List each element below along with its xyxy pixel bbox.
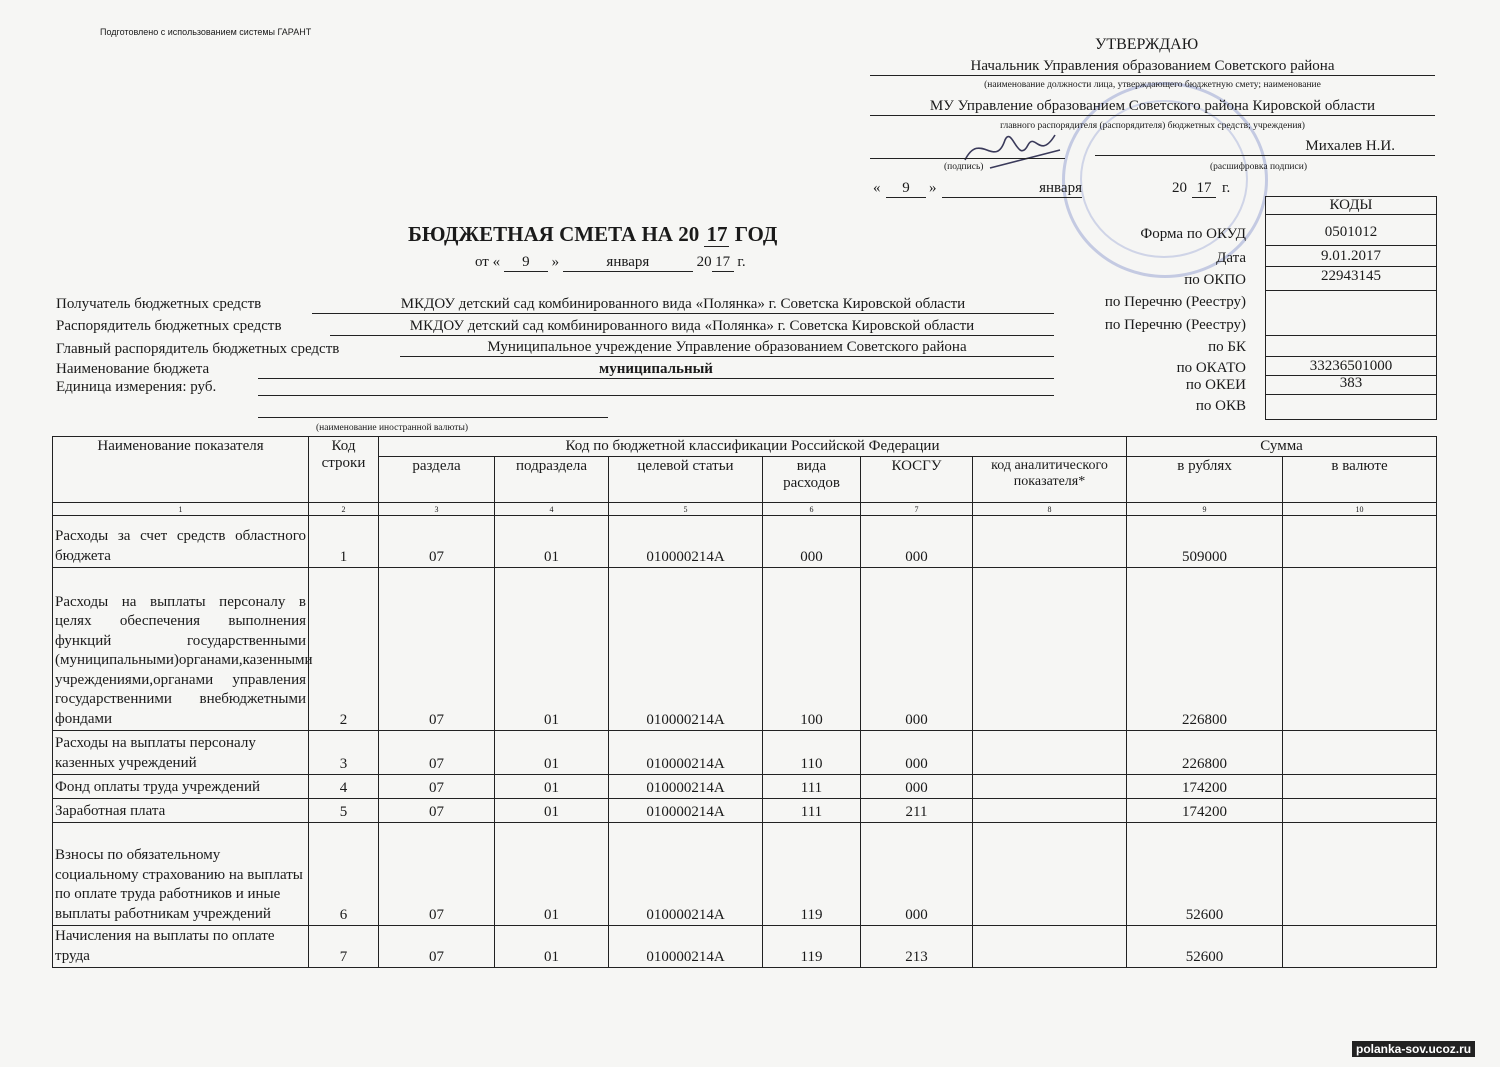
row-cur [1283, 799, 1437, 823]
approve-date-day: 9 [886, 180, 926, 198]
row-target: 010000214А [609, 926, 763, 968]
title-month: января [563, 254, 693, 272]
signature-line [870, 158, 1065, 159]
code-label-bk: по БК [1208, 339, 1246, 355]
approve-org: МУ Управление образованием Советского района Кировской области [870, 98, 1435, 116]
col-number: 8 [973, 503, 1127, 516]
sign-caption: (подпись) [944, 162, 984, 172]
header-classification: Код по бюджетной классификации Российской Федерации [379, 437, 1127, 457]
approve-position-caption: (наименование должности лица, утверждающего бюджетную смету; наименование [984, 80, 1321, 90]
row-razdel: 07 [379, 775, 495, 799]
row-razdel: 07 [379, 823, 495, 926]
header-analytic [973, 457, 1127, 503]
code-label-okato: по ОКАТО [1176, 360, 1246, 376]
row-code: 6 [309, 823, 379, 926]
approve-org-caption: главного распорядителя (распорядителя) бюджетных средств; учреждения) [1000, 121, 1305, 131]
table-row [53, 823, 1437, 926]
row-vid: 111 [763, 775, 861, 799]
row-vid: 100 [763, 568, 861, 731]
table-row [53, 775, 1437, 799]
col-number: 6 [763, 503, 861, 516]
row-name: Расходы на выплаты персоналу в целях обеспечения выполнения функций государственными (муниципальными)органами,казенными учреждениями,органами управления государственними внебюджетными фондами [53, 568, 309, 731]
row-podrazdel: 01 [495, 926, 609, 968]
approve-date-close: » [929, 180, 937, 196]
row-code: 4 [309, 775, 379, 799]
garant-note: Подготовлено с использованием системы ГАРАНТ [100, 27, 312, 37]
col-number: 2 [309, 503, 379, 516]
row-name: Расходы за счет средств областного бюджета [53, 516, 309, 568]
row-target: 010000214А [609, 731, 763, 775]
row-vid: 119 [763, 926, 861, 968]
code-label-registry-1: по Перечню (Реестру) [1104, 294, 1246, 310]
col-number: 3 [379, 503, 495, 516]
manager-label: Распорядитель бюджетных средств [56, 318, 282, 334]
title-from: от « [475, 254, 501, 270]
row-vid: 110 [763, 731, 861, 775]
code-date: 9.01.2017 [1266, 246, 1436, 267]
approve-position: Начальник Управления образованием Советского района [870, 58, 1435, 76]
currency-line [258, 417, 608, 418]
header-analytic-line2: показателя* [1013, 474, 1086, 489]
row-razdel: 07 [379, 568, 495, 731]
main-manager-label: Главный распорядитель бюджетных средств [56, 341, 340, 357]
title-prefix: БЮДЖЕТНАЯ СМЕТА НА 20 [408, 222, 700, 246]
unit-label: Единица измерения: руб. [56, 379, 217, 395]
header-cur: в валюте [1283, 457, 1437, 503]
title-close: » [551, 254, 560, 270]
codes-header: КОДЫ [1266, 197, 1436, 215]
row-name: Взносы по обязательному социальному страхованию на выплаты по оплате труда работников и иные выплаты работникам учреждений [53, 823, 309, 926]
code-okud: 0501012 [1266, 215, 1436, 246]
row-target: 010000214А [609, 799, 763, 823]
code-label-okud: Форма по ОКУД [1140, 226, 1246, 242]
col-number: 9 [1127, 503, 1283, 516]
row-podrazdel: 01 [495, 799, 609, 823]
row-name: Заработная плата [53, 799, 309, 823]
header-rub: в рублях [1127, 457, 1283, 503]
row-razdel: 07 [379, 731, 495, 775]
code-label-registry-2: по Перечню (Реестру) [1104, 317, 1246, 333]
row-rub: 52600 [1127, 926, 1283, 968]
title-day: 9 [504, 254, 548, 272]
row-code: 2 [309, 568, 379, 731]
row-rub: 52600 [1127, 823, 1283, 926]
code-registry [1266, 291, 1436, 336]
row-rub: 509000 [1127, 516, 1283, 568]
row-cur [1283, 926, 1437, 968]
row-analytic [973, 799, 1127, 823]
row-analytic [973, 823, 1127, 926]
row-cur [1283, 731, 1437, 775]
recipient-label: Получатель бюджетных средств [56, 296, 262, 312]
row-name: Начисления на выплаты по оплате труда [53, 926, 309, 968]
title-year-prefix: 20 [696, 254, 712, 270]
col-number: 7 [861, 503, 973, 516]
row-kosgu: 000 [861, 775, 973, 799]
header-name: Наименование показателя [53, 437, 309, 503]
title-date [475, 254, 746, 272]
row-target: 010000214А [609, 516, 763, 568]
header-kosgu: КОСГУ [861, 457, 973, 503]
header-code-line2: строки [321, 455, 366, 471]
header-vid-line1: вида [796, 458, 827, 474]
col-number: 5 [609, 503, 763, 516]
row-rub: 174200 [1127, 799, 1283, 823]
code-label-okv: по ОКВ [1195, 398, 1246, 414]
row-podrazdel: 01 [495, 568, 609, 731]
code-okpo: 22943145 [1266, 267, 1436, 291]
budget-table [52, 436, 1437, 968]
row-kosgu: 000 [861, 731, 973, 775]
recipient-value: МКДОУ детский сад комбинированного вида «Полянка» г. Советска Кировской области [312, 296, 1054, 314]
row-analytic [973, 516, 1127, 568]
approve-date-year-prefix: 20 [1172, 180, 1187, 196]
header-vid [763, 457, 861, 503]
code-label-date: Дата [1216, 250, 1246, 266]
row-vid: 000 [763, 516, 861, 568]
row-rub: 226800 [1127, 568, 1283, 731]
manager-value: МКДОУ детский сад комбинированного вида «Полянка» г. Советска Кировской области [330, 318, 1054, 336]
row-code: 3 [309, 731, 379, 775]
row-code: 1 [309, 516, 379, 568]
site-watermark[interactable]: polanka-sov.ucoz.ru [1352, 1041, 1475, 1057]
header-sum: Сумма [1127, 437, 1437, 457]
approve-date-year: 17 [1192, 180, 1216, 198]
code-bk [1266, 336, 1436, 357]
codes-box [1265, 196, 1437, 420]
table-row [53, 516, 1437, 568]
row-razdel: 07 [379, 516, 495, 568]
approve-name: Михалев Н.И. [1095, 138, 1435, 156]
column-numbers-row [53, 503, 1437, 516]
row-target: 010000214А [609, 775, 763, 799]
header-razdel: раздела [379, 457, 495, 503]
row-podrazdel: 01 [495, 731, 609, 775]
col-number: 4 [495, 503, 609, 516]
row-podrazdel: 01 [495, 516, 609, 568]
header-vid-line2: расходов [783, 475, 840, 491]
row-razdel: 07 [379, 799, 495, 823]
row-analytic [973, 731, 1127, 775]
main-manager-value: Муниципальное учреждение Управление образованием Советского района [400, 339, 1054, 357]
row-rub: 226800 [1127, 731, 1283, 775]
title-year2: 17 [712, 254, 734, 272]
row-name: Фонд оплаты труда учреждений [53, 775, 309, 799]
budget-value: муниципальный [258, 361, 1054, 379]
approve-date-suffix: г. [1222, 180, 1231, 196]
row-podrazdel: 01 [495, 823, 609, 926]
code-okei: 383 [1266, 376, 1436, 395]
row-razdel: 07 [379, 926, 495, 968]
row-cur [1283, 823, 1437, 926]
approve-date-month: января [942, 180, 1082, 198]
row-cur [1283, 568, 1437, 731]
row-rub: 174200 [1127, 775, 1283, 799]
header-code-line1: Код [331, 438, 356, 454]
row-code: 7 [309, 926, 379, 968]
row-name: Расходы на выплаты персоналу казенных учреждений [53, 731, 309, 775]
title-g: г. [737, 254, 746, 270]
currency-caption: (наименование иностранной валюты) [316, 423, 468, 433]
row-analytic [973, 926, 1127, 968]
row-cur [1283, 516, 1437, 568]
row-cur [1283, 775, 1437, 799]
row-vid: 111 [763, 799, 861, 823]
approve-date-open: « [873, 180, 881, 196]
budget-label: Наименование бюджета [56, 361, 210, 377]
approve-title: УТВЕРЖДАЮ [1095, 36, 1199, 53]
table-row [53, 926, 1437, 968]
unit-line [258, 395, 1054, 396]
title-suffix: ГОД [734, 222, 778, 246]
col-number: 1 [53, 503, 309, 516]
title-year: 17 [706, 222, 728, 246]
row-target: 010000214А [609, 823, 763, 926]
code-okato: 33236501000 [1266, 357, 1436, 376]
row-target: 010000214А [609, 568, 763, 731]
row-podrazdel: 01 [495, 775, 609, 799]
row-code: 5 [309, 799, 379, 823]
code-okv [1266, 395, 1436, 417]
row-analytic [973, 775, 1127, 799]
row-kosgu: 000 [861, 516, 973, 568]
row-kosgu: 213 [861, 926, 973, 968]
header-code [309, 437, 379, 503]
row-kosgu: 211 [861, 799, 973, 823]
table-row [53, 731, 1437, 775]
table-row [53, 568, 1437, 731]
row-kosgu: 000 [861, 823, 973, 926]
header-target: целевой статьи [609, 457, 763, 503]
table-row [53, 799, 1437, 823]
header-analytic-line1: код аналитического [991, 458, 1108, 473]
code-label-okei: по ОКЕИ [1185, 377, 1246, 393]
code-label-okpo: по ОКПО [1184, 272, 1246, 288]
col-number: 10 [1283, 503, 1437, 516]
header-podrazdel: подраздела [495, 457, 609, 503]
name-caption: (расшифровка подписи) [1210, 162, 1307, 172]
row-vid: 119 [763, 823, 861, 926]
row-kosgu: 000 [861, 568, 973, 731]
row-analytic [973, 568, 1127, 731]
page-title [408, 222, 777, 247]
